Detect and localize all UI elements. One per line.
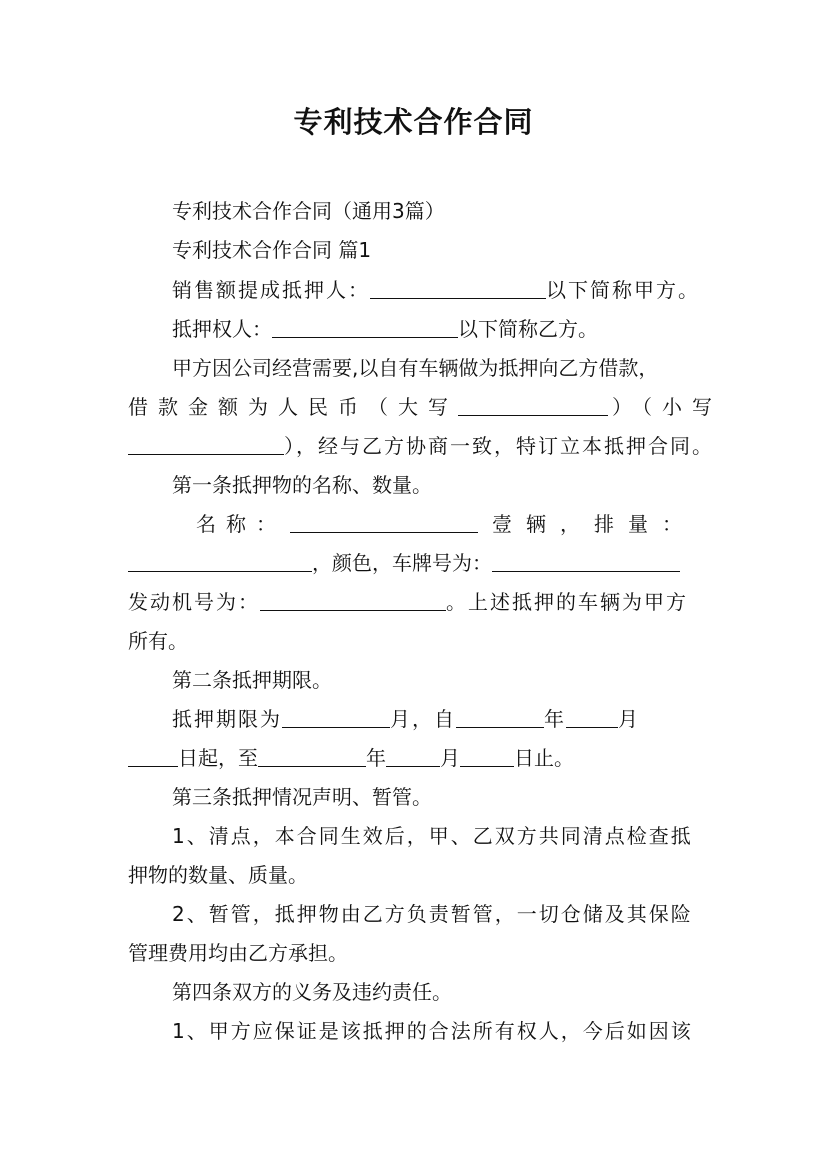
engine-line bbox=[128, 587, 708, 617]
amount-upper-blank bbox=[458, 395, 608, 416]
start-year-blank bbox=[456, 707, 544, 728]
displacement-line bbox=[128, 548, 708, 578]
ownership-text: 所有。 bbox=[128, 629, 188, 653]
end-month-blank bbox=[386, 746, 440, 767]
plate-label: ，颜色，车牌号为： bbox=[312, 551, 492, 575]
article-heading bbox=[172, 977, 712, 1007]
term-line bbox=[172, 704, 712, 734]
article-heading-text: 第三条抵押情况声明、暂管。 bbox=[172, 785, 432, 809]
paragraph-text: 1、清点，本合同生效后，甲、乙双方共同清点检查抵 bbox=[172, 824, 693, 848]
paragraph-line bbox=[172, 821, 712, 851]
amount-lower-blank bbox=[128, 434, 284, 455]
mortgagor-blank bbox=[370, 278, 546, 299]
name-line bbox=[196, 509, 776, 539]
until-label: 日起，至 bbox=[178, 746, 258, 770]
article-heading-text: 第一条抵押物的名称、数量。 bbox=[172, 473, 432, 497]
engine-label: 发动机号为： bbox=[128, 590, 260, 614]
paragraph-text: 甲方因公司经营需要,以自有车辆做为抵押向乙方借款， bbox=[172, 356, 659, 380]
article-heading-text: 第二条抵押期限。 bbox=[172, 668, 332, 692]
engine-blank bbox=[260, 590, 446, 611]
mortgagee-suffix: 以下简称乙方。 bbox=[458, 317, 598, 341]
mortgagee-line bbox=[172, 314, 712, 344]
amount-label: 借款金额为人民币（大写 bbox=[128, 395, 458, 419]
document-title: 专利技术合作合同 bbox=[293, 105, 534, 139]
month-label: 月 bbox=[440, 746, 460, 770]
article-heading bbox=[172, 782, 712, 812]
mortgagor-label: 销售额提成抵押人： bbox=[172, 278, 370, 302]
amount-suffix: ），经与乙方协商一致，特订立本抵押合同。 bbox=[284, 434, 714, 458]
section-heading bbox=[172, 235, 712, 265]
end-year-blank bbox=[258, 746, 366, 767]
term-line-2 bbox=[128, 743, 708, 773]
section-heading-text: 专利技术合作合同 篇1 bbox=[172, 238, 372, 262]
term-month-blank bbox=[282, 707, 390, 728]
amount-line-2 bbox=[128, 431, 714, 461]
displacement-label: 壹辆，排量： bbox=[492, 512, 696, 536]
engine-suffix: 。上述抵押的车辆为甲方 bbox=[446, 590, 688, 614]
year-label: 年 bbox=[366, 746, 386, 770]
displacement-blank bbox=[128, 551, 312, 572]
subtitle-line bbox=[172, 196, 712, 226]
subtitle-text: 专利技术合作合同（通用3篇） bbox=[172, 199, 445, 223]
paragraph-line bbox=[172, 899, 712, 929]
term-label: 抵押期限为 bbox=[172, 707, 282, 731]
end-day-blank bbox=[460, 746, 514, 767]
article-heading bbox=[172, 665, 712, 695]
paragraph-line bbox=[172, 1016, 712, 1046]
amount-lower-label: ）（小写 bbox=[612, 395, 722, 419]
month-label: 月 bbox=[618, 707, 640, 731]
mortgagee-label: 抵押权人： bbox=[172, 317, 272, 341]
start-month-blank bbox=[566, 707, 618, 728]
article-heading bbox=[172, 470, 712, 500]
name-label: 名称： bbox=[196, 512, 286, 536]
paragraph-line bbox=[172, 353, 712, 383]
ownership-line bbox=[128, 626, 708, 656]
name-blank bbox=[290, 512, 478, 533]
article-heading-text: 第四条双方的义务及违约责任。 bbox=[172, 980, 452, 1004]
start-day-blank bbox=[128, 746, 178, 767]
end-label: 日止。 bbox=[514, 746, 574, 770]
year-label: 年 bbox=[544, 707, 566, 731]
term-from-label: 月，自 bbox=[390, 707, 456, 731]
mortgagee-blank bbox=[272, 317, 458, 338]
paragraph-line bbox=[128, 860, 708, 890]
paragraph-line bbox=[128, 938, 708, 968]
paragraph-text: 管理费用均由乙方承担。 bbox=[128, 941, 348, 965]
paragraph-text: 2、暂管，抵押物由乙方负责暂管，一切仓储及其保险 bbox=[172, 902, 693, 926]
plate-blank bbox=[492, 551, 680, 572]
paragraph-text: 1、甲方应保证是该抵押的合法所有权人，今后如因该 bbox=[172, 1019, 693, 1043]
mortgagor-line bbox=[172, 275, 712, 305]
amount-line bbox=[128, 392, 722, 422]
paragraph-text: 押物的数量、质量。 bbox=[128, 863, 308, 887]
mortgagor-suffix: 以下简称甲方。 bbox=[546, 278, 700, 302]
